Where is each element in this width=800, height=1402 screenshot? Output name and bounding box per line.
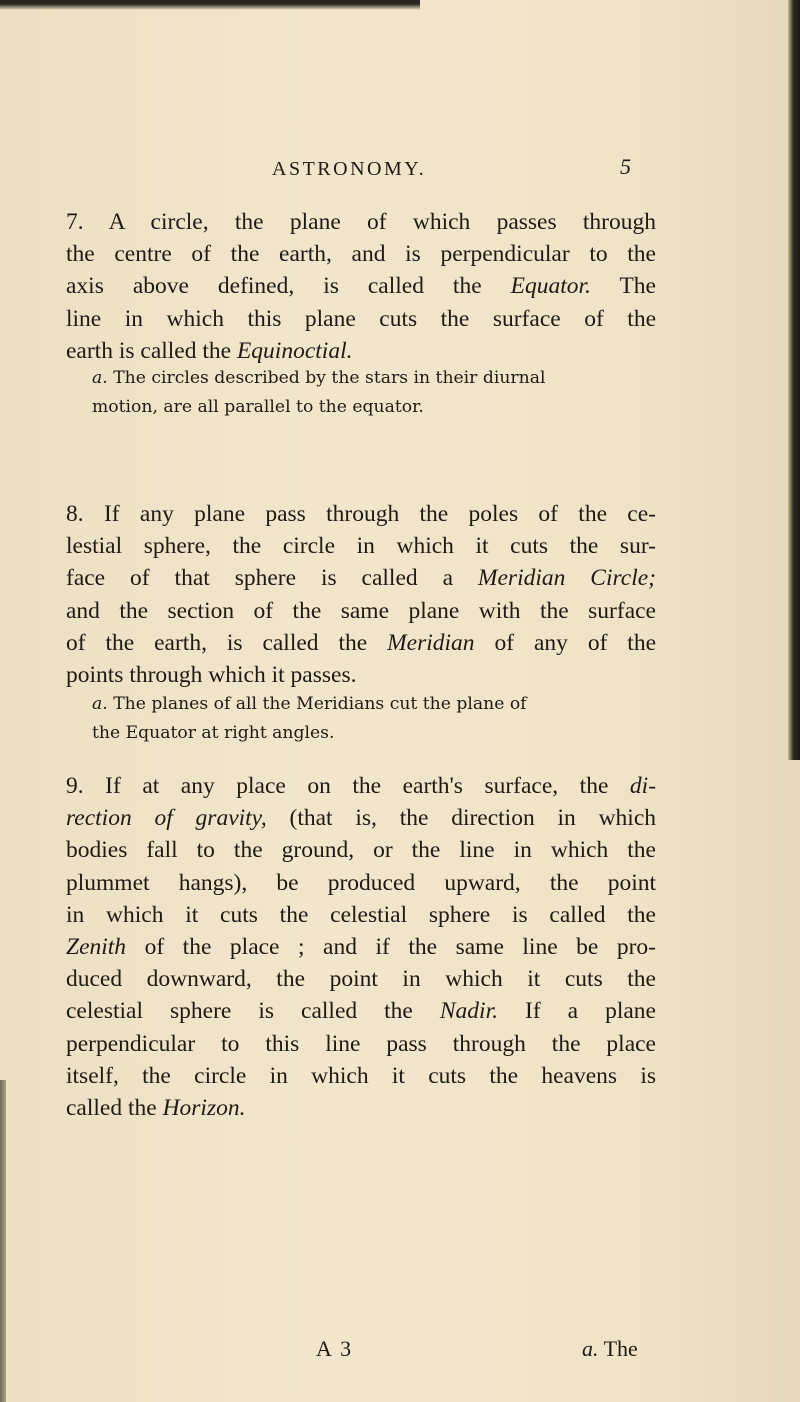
section-number: 9. xyxy=(66,773,84,799)
text-line: itself, the circle in which it cuts the heavens is xyxy=(66,1062,656,1089)
running-head xyxy=(0,154,800,188)
running-head-title: ASTRONOMY. xyxy=(272,158,427,180)
text-line: celestial sphere is called the Nadir. If a plane xyxy=(66,998,656,1025)
text-line: in which it cuts the celestial sphere is called the xyxy=(66,901,656,928)
text-line: face of that sphere is called a Meridian Circle; xyxy=(66,565,656,592)
paragraph-8 xyxy=(66,498,656,691)
note-letter: a. xyxy=(92,368,108,388)
paragraph-9 xyxy=(66,770,656,1124)
page-number: 5 xyxy=(620,154,631,179)
scan-shadow-top xyxy=(0,0,420,10)
term-direction-of-gravity-cont: rection of gravity, xyxy=(66,805,267,832)
text-line: Zenith of the place ; and if the same line be pro- xyxy=(66,934,656,961)
text-line: perpendicular to this line pass through the place xyxy=(66,1030,656,1057)
term-meridian: Meridian xyxy=(387,629,475,656)
text-line: bodies fall to the ground, or the line in which the xyxy=(66,837,656,864)
note-letter: a. xyxy=(92,694,108,714)
note-7a xyxy=(92,364,652,422)
scan-binding-edge xyxy=(788,0,800,760)
text-line: duced downward, the point in which it cuts the xyxy=(66,966,656,993)
text-line: the centre of the earth, and is perpendicular to the xyxy=(66,241,656,268)
section-number: 7. xyxy=(66,209,84,235)
term-direction-of-gravity: di- xyxy=(629,773,657,799)
text-line: plummet hangs), be produced upward, the point xyxy=(66,869,656,896)
text-line: earth is called the Equinoctial. xyxy=(66,337,353,364)
text-line: 8. If any plane pass through the poles of the ce- xyxy=(66,501,656,527)
text-line: axis above defined, is called the Equator. The xyxy=(66,273,656,300)
term-horizon: Horizon. xyxy=(162,1095,246,1122)
term-equinoctial: Equinoctial. xyxy=(236,337,353,364)
note-8a xyxy=(92,690,652,748)
catchword: a. The xyxy=(582,1336,638,1361)
note-line: a. The circles described by the stars in their diurnal xyxy=(92,368,546,388)
text-line: and the section of the same plane with the surface xyxy=(66,597,656,624)
section-number: 8. xyxy=(66,501,84,527)
term-meridian-circle: Meridian Circle; xyxy=(477,565,656,592)
text-line: points through which it passes. xyxy=(66,662,357,689)
note-line: the Equator at right angles. xyxy=(92,723,335,743)
text-line: rection of gravity, (that is, the direction in which xyxy=(66,805,657,832)
text-line: of the earth, is called the Meridian of any of the xyxy=(66,629,657,656)
note-line: a. The planes of all the Meridians cut the plane of xyxy=(92,694,527,714)
term-equator: Equator. xyxy=(510,273,591,300)
text-line: lestial sphere, the circle in which it cuts the sur- xyxy=(66,533,656,560)
paragraph-7 xyxy=(66,206,656,367)
signature-mark: A 3 xyxy=(316,1336,354,1361)
text-line: 9. If at any place on the earth's surface, the di- xyxy=(66,773,657,799)
text-line: line in which this plane cuts the surface of the xyxy=(66,305,656,332)
page-footer xyxy=(0,1336,800,1370)
text-line: 7. A circle, the plane of which passes through xyxy=(66,209,656,235)
note-line: motion, are all parallel to the equator. xyxy=(92,397,424,417)
text-line: called the Horizon. xyxy=(66,1095,246,1122)
term-zenith: Zenith xyxy=(66,934,127,961)
term-nadir: Nadir. xyxy=(439,998,498,1025)
